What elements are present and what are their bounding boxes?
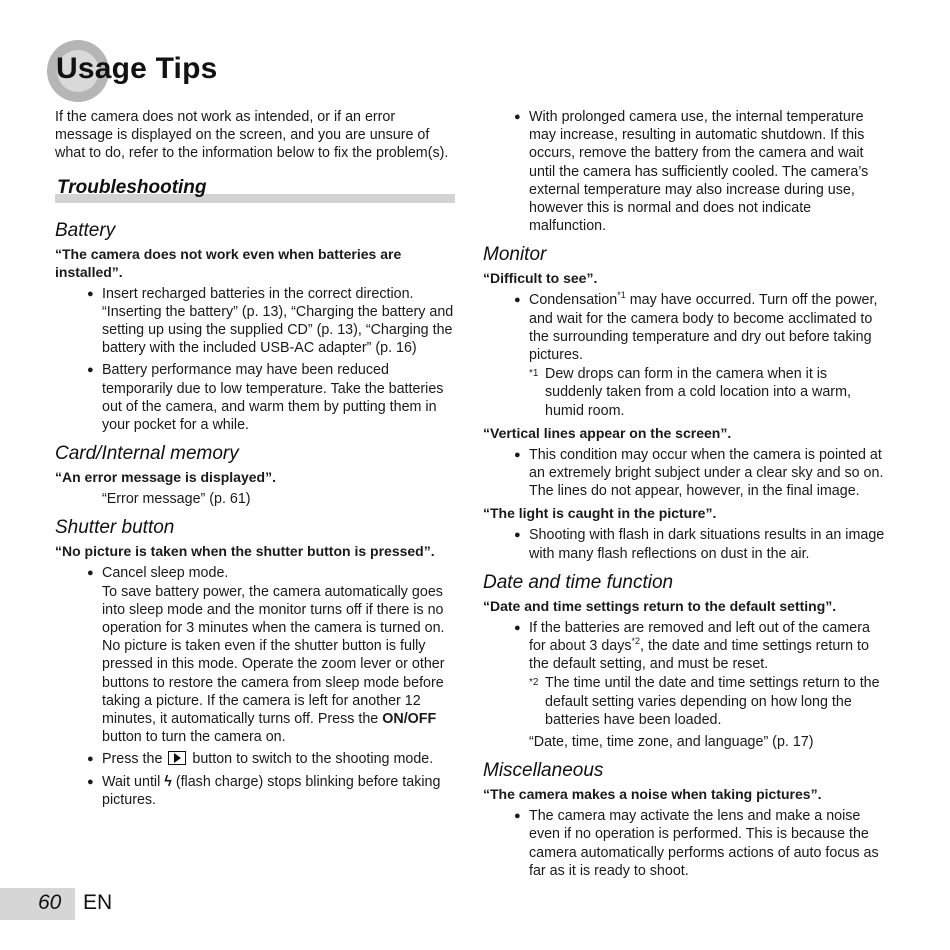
monitor-question-2: “Vertical lines appear on the screen”. [483, 424, 732, 441]
battery-list [55, 285, 455, 435]
list-item: ● With prolonged camera use, the internal temperature may increase, resulting in automatic shutdown. If this occurs, remove the battery from the camera and wait until the camera has sufficiently cooled. The camera’s external temperature may also increase during use, however this is normal and does not indicate malfunction. [483, 108, 885, 235]
datetime-list [483, 619, 885, 729]
datetime-heading: Date and time function [483, 571, 674, 593]
list-item: ● Shooting with flash in dark situations results in an image with many flash reflections on dust in the air. [483, 526, 885, 562]
misc-question: “The camera makes a noise when taking pictures”. [483, 786, 822, 803]
monitor-question-3: “The light is caught in the picture”. [483, 505, 717, 522]
list-item: ● Cancel sleep mode. To save battery power, the camera automatically goes into sleep mode and the monitor turns off if there is no operation for 3 minutes when the camera is turned on. No picture is taken even if the shutter button is fully pressed in this mode. Operate the zoom lever or other buttons to restore the camera from sleep mode before taking a picture. If the camera is left for another 12 minutes, it automatically turns off. Press the ON/OFF button to turn the camera on. [55, 564, 455, 746]
page-title: Usage Tips [56, 52, 218, 85]
datetime-question: “Date and time settings return to the default setting”. [483, 597, 837, 614]
shutter-heading: Shutter button [55, 517, 175, 539]
battery-heading: Battery [55, 219, 116, 241]
battery-question: “The camera does not work even when batteries are installed”. [55, 245, 402, 280]
monitor-heading: Monitor [483, 244, 547, 266]
left-column [55, 108, 455, 813]
monitor-list-1 [483, 291, 885, 419]
list-item: ● Insert recharged batteries in the correct direction. “Inserting the battery” (p. 13), “Charging the battery and setting up using the supplied CD” (p. 13), “Charging the battery with the included USB-AC adapter” (p. 16) [55, 285, 455, 358]
shutter-list [55, 564, 455, 809]
troubleshooting-section-header [55, 176, 455, 205]
footnote: *2 The time until the date and time settings return to the default setting varies depending on how long the batteries have been loaded. [529, 675, 880, 728]
list-item: ● This condition may occur when the camera is pointed at an extremely bright subject under a clear sky and so on. The lines do not appear, however, in the final image. [483, 446, 885, 501]
card-reference: “Error message” (p. 61) [102, 491, 251, 508]
troubleshooting-label: Troubleshooting [57, 176, 207, 198]
card-heading: Card/Internal memory [55, 443, 239, 465]
list-item: ● The camera may activate the lens and make a noise even if no operation is performed. This is because the camera automatically performs actions of auto focus as far as it is ready to shoot. [483, 807, 885, 880]
page-number: 60 [38, 891, 62, 914]
misc-list [483, 807, 885, 880]
intro-text: If the camera does not work as intended, or if an error message is displayed on the screen, and you are unsure of what to do, refer to the information below to fix the problem(s). [55, 109, 449, 162]
page-language: EN [83, 891, 113, 914]
card-question: “An error message is displayed”. [55, 469, 276, 486]
shutter-question: “No picture is taken when the shutter button is pressed”. [55, 543, 435, 560]
list-item: ● If the batteries are removed and left out of the camera for about 3 days$^{*2}$, the date and time settings return to the default setting, and must be reset. *2 The time until the date and time settings return to the default setting varies depending on how long the batteries have been loaded. [483, 619, 885, 729]
flash-icon: ϟ [164, 773, 172, 790]
list-item: ● Battery performance may have been reduced temporarily due to low temperature. Take the batteries out of the camera, and warm them by putting them in your pocket for a while. [55, 361, 455, 434]
onoff-button-label: ON/OFF [382, 711, 437, 728]
misc-heading: Miscellaneous [483, 760, 604, 782]
monitor-list-3 [483, 526, 885, 562]
right-column [483, 108, 885, 884]
playback-button-icon [168, 751, 186, 765]
battery-reference: “Inserting the battery” (p. 13), “Charging the battery and setting up using the supplied CD” (p. 13), “Charging the battery with the included USB-AC adapter” (p. 16) [102, 303, 454, 357]
monitor-question-1: “Difficult to see”. [483, 270, 598, 287]
temperature-list [483, 108, 885, 235]
list-item: ● Press the button to switch to the shooting mode. [55, 750, 455, 768]
monitor-list-2 [483, 446, 885, 501]
datetime-reference: “Date, time, time zone, and language” (p. 17) [529, 734, 814, 751]
footnote: *1 Dew drops can form in the camera when it is suddenly taken from a cold location into a warm, humid room. [529, 366, 851, 419]
list-item: ● Wait until ϟ (flash charge) stops blinking before taking pictures. [55, 773, 455, 809]
list-item: ● Condensation$^{*1}$ may have occurred. Turn off the power, and wait for the camera body to become acclimated to the surrounding temperature and dry out before taking pictures. *1 Dew drops can form in the camera when it is suddenly taken from a cold location into a warm, humid room. [483, 291, 885, 419]
